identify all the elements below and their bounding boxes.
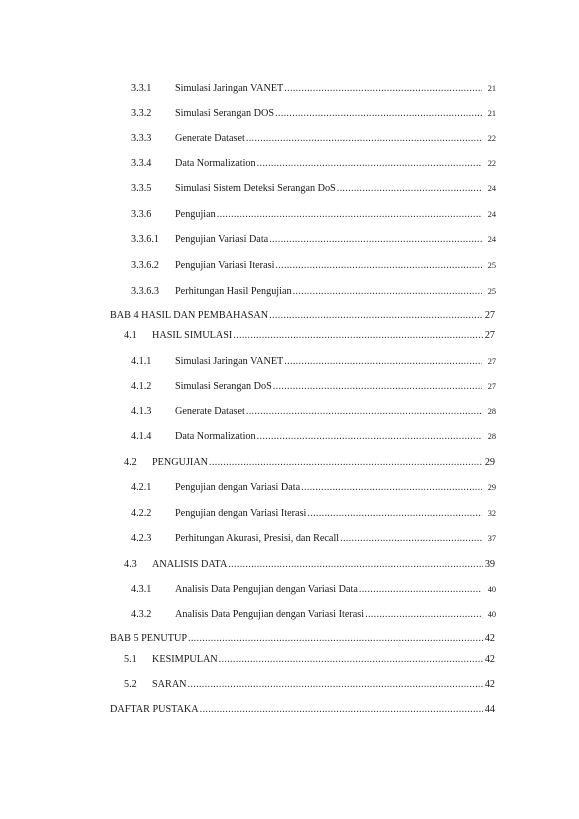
toc-page-number: 21 — [487, 84, 496, 93]
toc-page-number: 40 — [487, 610, 496, 619]
toc-entry[interactable] — [0, 607, 579, 623]
toc-entry[interactable] — [0, 81, 579, 97]
toc-entry[interactable] — [0, 480, 579, 496]
toc-number: 3.3.6.3 — [131, 286, 160, 297]
toc-page-number: 27 — [484, 310, 495, 321]
toc-page-number: 29 — [484, 457, 495, 468]
toc-leader-dots — [216, 207, 482, 223]
toc-entry[interactable] — [0, 379, 579, 395]
toc-entry[interactable] — [0, 181, 579, 197]
toc-page-number: 28 — [487, 432, 496, 441]
toc-number: 4.2 — [124, 457, 137, 468]
toc-entry-section[interactable] — [0, 328, 579, 344]
toc-title: Simulasi Serangan DOS — [175, 108, 275, 119]
toc-title: SARAN — [152, 679, 187, 690]
toc-title-line — [175, 531, 482, 547]
toc-entry-section[interactable] — [0, 557, 579, 573]
toc-entry[interactable] — [0, 284, 579, 300]
toc-title: Generate Dataset — [175, 406, 245, 417]
toc-number: 3.3.1 — [131, 83, 152, 94]
toc-page-number: 40 — [487, 585, 496, 594]
toc-leader-dots — [245, 131, 482, 147]
toc-number: 3.3.5 — [131, 183, 152, 194]
toc-entry[interactable] — [0, 232, 579, 248]
toc-title: Data Normalization — [175, 431, 256, 442]
toc-leader-dots — [227, 557, 483, 573]
toc-page-number: 32 — [487, 509, 496, 518]
toc-leader-dots — [199, 702, 483, 718]
toc-page-number: 24 — [487, 184, 496, 193]
toc-page-number: 44 — [484, 704, 495, 715]
toc-title-line — [175, 207, 482, 223]
toc-entry[interactable] — [0, 582, 579, 598]
toc-number: 5.2 — [124, 679, 137, 690]
toc-title: Pengujian — [175, 209, 216, 220]
toc-number: 4.3.1 — [131, 584, 152, 595]
toc-title-line — [175, 181, 482, 197]
toc-title-line — [110, 308, 483, 324]
toc-title: Perhitungan Akurasi, Presisi, dan Recall — [175, 533, 340, 544]
toc-entry-section[interactable] — [0, 455, 579, 471]
toc-number: 3.3.3 — [131, 133, 152, 144]
toc-title-line — [175, 582, 482, 598]
toc-title-line — [175, 232, 482, 248]
toc-leader-dots — [218, 652, 483, 668]
toc-title: Pengujian Variasi Data — [175, 234, 269, 245]
toc-page-number: 29 — [487, 483, 496, 492]
toc-entry[interactable] — [0, 531, 579, 547]
toc-page-number: 28 — [487, 407, 496, 416]
toc-leader-dots — [364, 607, 482, 623]
toc-title: Simulasi Jaringan VANET — [175, 83, 284, 94]
toc-leader-dots — [306, 506, 482, 522]
toc-title: DAFTAR PUSTAKA — [110, 704, 199, 715]
toc-page-number: 25 — [487, 287, 496, 296]
toc-number: 4.1 — [124, 330, 137, 341]
toc-title-line — [175, 354, 482, 370]
toc-title-line — [175, 506, 482, 522]
toc-number: 4.1.4 — [131, 431, 152, 442]
toc-number: 4.3 — [124, 559, 137, 570]
toc-page-number: 37 — [487, 534, 496, 543]
toc-number: 3.3.6.1 — [131, 234, 160, 245]
toc-entry[interactable] — [0, 131, 579, 147]
toc-title: Simulasi Serangan DoS — [175, 381, 272, 392]
toc-page-number: 25 — [487, 261, 496, 270]
toc-entry[interactable] — [0, 156, 579, 172]
toc-leader-dots — [274, 106, 482, 122]
toc-entry-section[interactable] — [0, 677, 579, 693]
toc-title-line — [175, 607, 482, 623]
toc-entry[interactable] — [0, 354, 579, 370]
toc-title-line — [175, 258, 482, 274]
toc-title-line — [152, 557, 483, 573]
toc-leader-dots — [268, 232, 482, 248]
toc-leader-dots — [245, 404, 482, 420]
toc-page-number: 22 — [487, 134, 496, 143]
toc-title: Data Normalization — [175, 158, 256, 169]
toc-title: Pengujian Variasi Iterasi — [175, 260, 275, 271]
toc-title-line — [152, 328, 483, 344]
toc-title-line — [175, 81, 482, 97]
toc-title-line — [175, 429, 482, 445]
toc-title: Generate Dataset — [175, 133, 245, 144]
toc-page-number: 22 — [487, 159, 496, 168]
toc-title-line — [175, 480, 482, 496]
toc-title: ANALISIS DATA — [152, 559, 228, 570]
toc-leader-dots — [292, 284, 482, 300]
toc-leader-dots — [274, 258, 482, 274]
toc-page-number: 42 — [484, 679, 495, 690]
toc-leader-dots — [256, 156, 482, 172]
toc-title: BAB 4 HASIL DAN PEMBAHASAN — [110, 310, 269, 321]
toc-leader-dots — [256, 429, 482, 445]
toc-entry-chapter[interactable] — [0, 308, 579, 324]
toc-leader-dots — [336, 181, 482, 197]
toc-page-number: 24 — [487, 210, 496, 219]
toc-entry[interactable] — [0, 106, 579, 122]
toc-page-number: 24 — [487, 235, 496, 244]
toc-number: 4.2.1 — [131, 482, 152, 493]
toc-leader-dots — [232, 328, 483, 344]
toc-leader-dots — [283, 354, 482, 370]
toc-title-line — [110, 631, 483, 647]
toc-number: 4.1.3 — [131, 406, 152, 417]
toc-title-line — [175, 284, 482, 300]
toc-leader-dots — [268, 308, 483, 324]
toc-title-line — [175, 404, 482, 420]
toc-number: 5.1 — [124, 654, 137, 665]
toc-entry[interactable] — [0, 404, 579, 420]
toc-leader-dots — [283, 81, 482, 97]
toc-entry[interactable] — [0, 506, 579, 522]
toc-title-line — [175, 379, 482, 395]
toc-title: BAB 5 PENUTUP — [110, 633, 187, 644]
toc-page-number: 21 — [487, 109, 496, 118]
toc-title: HASIL SIMULASI — [152, 330, 233, 341]
toc-number: 3.3.6.2 — [131, 260, 160, 271]
toc-leader-dots — [208, 455, 483, 471]
toc-title-line — [175, 131, 482, 147]
toc-title: PENGUJIAN — [152, 457, 209, 468]
toc-title: Perhitungan Hasil Pengujian — [175, 286, 292, 297]
toc-entry[interactable] — [0, 207, 579, 223]
toc-number: 4.3.2 — [131, 609, 152, 620]
toc-title: Pengujian dengan Variasi Data — [175, 482, 301, 493]
toc-title-line — [175, 156, 482, 172]
toc-page-number: 27 — [487, 357, 496, 366]
toc-entry-chapter[interactable] — [0, 702, 579, 718]
toc-title-line — [152, 677, 483, 693]
toc-entry-chapter[interactable] — [0, 631, 579, 647]
toc-title: KESIMPULAN — [152, 654, 218, 665]
toc-page-number: 42 — [484, 633, 495, 644]
toc-title: Analisis Data Pengujian dengan Variasi Iterasi — [175, 609, 365, 620]
toc-number: 4.2.3 — [131, 533, 152, 544]
toc-title-line — [110, 702, 483, 718]
toc-number: 4.1.2 — [131, 381, 152, 392]
toc-page-number: 27 — [484, 330, 495, 341]
toc-title: Pengujian dengan Variasi Iterasi — [175, 508, 307, 519]
toc-number: 4.2.2 — [131, 508, 152, 519]
toc-leader-dots — [300, 480, 482, 496]
toc-entry[interactable] — [0, 258, 579, 274]
toc-entry[interactable] — [0, 429, 579, 445]
toc-title: Analisis Data Pengujian dengan Variasi Data — [175, 584, 358, 595]
toc-page-number: 39 — [484, 559, 495, 570]
toc-title-line — [152, 455, 483, 471]
toc-leader-dots — [187, 631, 483, 647]
toc-leader-dots — [339, 531, 482, 547]
toc-number: 4.1.1 — [131, 356, 152, 367]
toc-page-number: 27 — [487, 382, 496, 391]
toc-leader-dots — [187, 677, 483, 693]
toc-leader-dots — [272, 379, 482, 395]
toc-page-number: 42 — [484, 654, 495, 665]
toc-number: 3.3.2 — [131, 108, 152, 119]
toc-number: 3.3.6 — [131, 209, 152, 220]
toc-leader-dots — [358, 582, 482, 598]
toc-title: Simulasi Sistem Deteksi Serangan DoS — [175, 183, 336, 194]
toc-number: 3.3.4 — [131, 158, 152, 169]
toc-title-line — [175, 106, 482, 122]
toc-entry-section[interactable] — [0, 652, 579, 668]
toc-title: Simulasi Jaringan VANET — [175, 356, 284, 367]
toc-title-line — [152, 652, 483, 668]
